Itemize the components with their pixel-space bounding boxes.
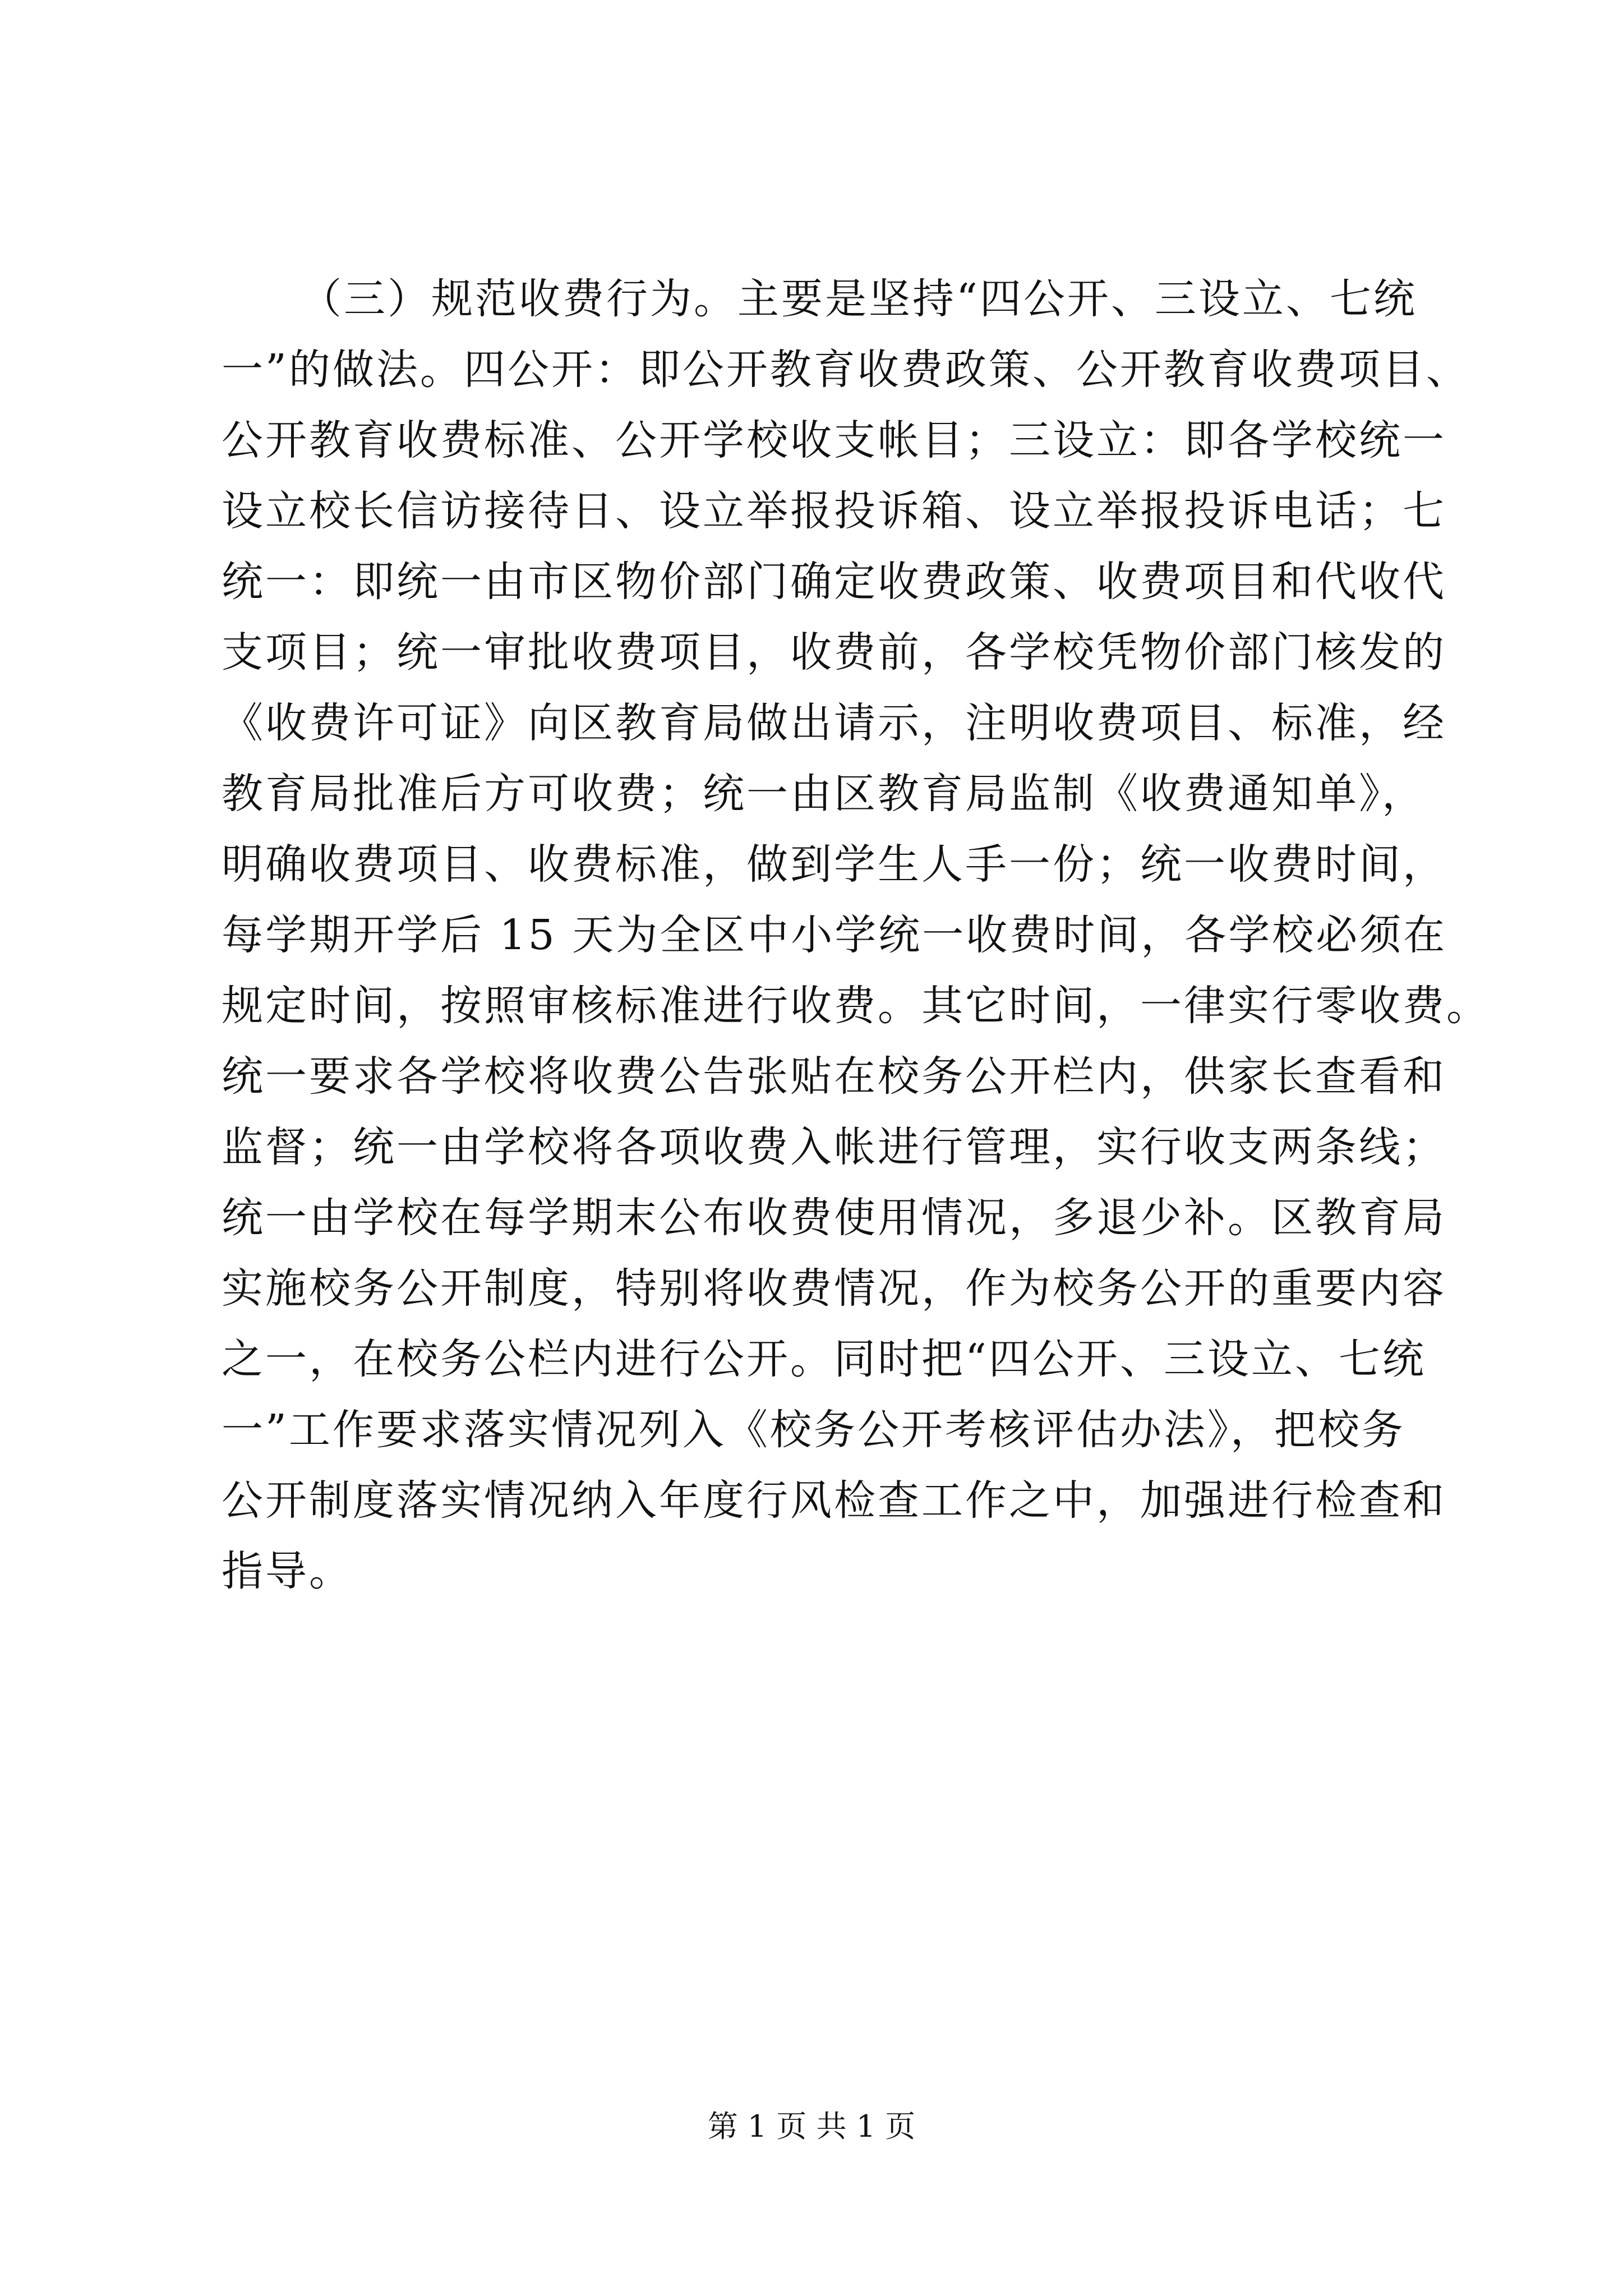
paragraph-line: 《收费许可证》向区教育局做出请示，注明收费项目、标准，经: [222, 699, 1446, 747]
paragraph-line: 指导。: [222, 1547, 353, 1595]
paragraph-line: 统一要求各学校将收费公告张贴在校务公开栏内，供家长查看和: [222, 1052, 1446, 1101]
paragraph-line: 设立校长信访接待日、设立举报投诉箱、设立举报投诉电话；七: [222, 487, 1446, 535]
page-number-footer: 第 1 页 共 1 页: [707, 2109, 916, 2144]
paragraph-line: 统一由学校在每学期末公布收费使用情况，多退少补。区教育局: [222, 1194, 1446, 1242]
paragraph-line: 每学期开学后 15 天为全区中小学统一收费时间，各学校必须在: [222, 911, 1447, 959]
paragraph-line: 监督；统一由学校将各项收费入帐进行管理，实行收支两条线；: [222, 1123, 1446, 1171]
paragraph-line: 规定时间，按照审核标准进行收费。其它时间，一律实行零收费。: [222, 982, 1490, 1030]
paragraph-line: 之一，在校务公栏内进行公开。同时把“四公开、三设立、七统: [222, 1335, 1426, 1383]
paragraph-line: 一”的做法。四公开：即公开教育收费政策、公开教育收费项目、: [222, 346, 1470, 394]
paragraph-line: 统一：即统一由市区物价部门确定收费政策、收费项目和代收代: [222, 558, 1446, 606]
paragraph-line: 公开制度落实情况纳入年度行风检查工作之中，加强进行检查和: [222, 1476, 1446, 1525]
paragraph-line: 实施校务公开制度，特别将收费情况，作为校务公开的重要内容: [222, 1264, 1446, 1313]
paragraph-line: 公开教育收费标准、公开学校收支帐目；三设立：即各学校统一: [222, 416, 1446, 464]
paragraph-line: 支项目；统一审批收费项目，收费前，各学校凭物价部门核发的: [222, 628, 1446, 677]
paragraph-line: （三）规范收费行为。主要是坚持“四公开、三设立、七统: [300, 275, 1417, 323]
body-paragraph: [222, 264, 1490, 1607]
paragraph-line: 明确收费项目、收费标准，做到学生人手一份；统一收费时间，: [222, 840, 1446, 889]
paragraph-line: 教育局批准后方可收费；统一由区教育局监制《收费通知单》，: [222, 770, 1426, 818]
paragraph-line: 一”工作要求落实情况列入《校务公开考核评估办法》，把校务: [222, 1406, 1405, 1454]
